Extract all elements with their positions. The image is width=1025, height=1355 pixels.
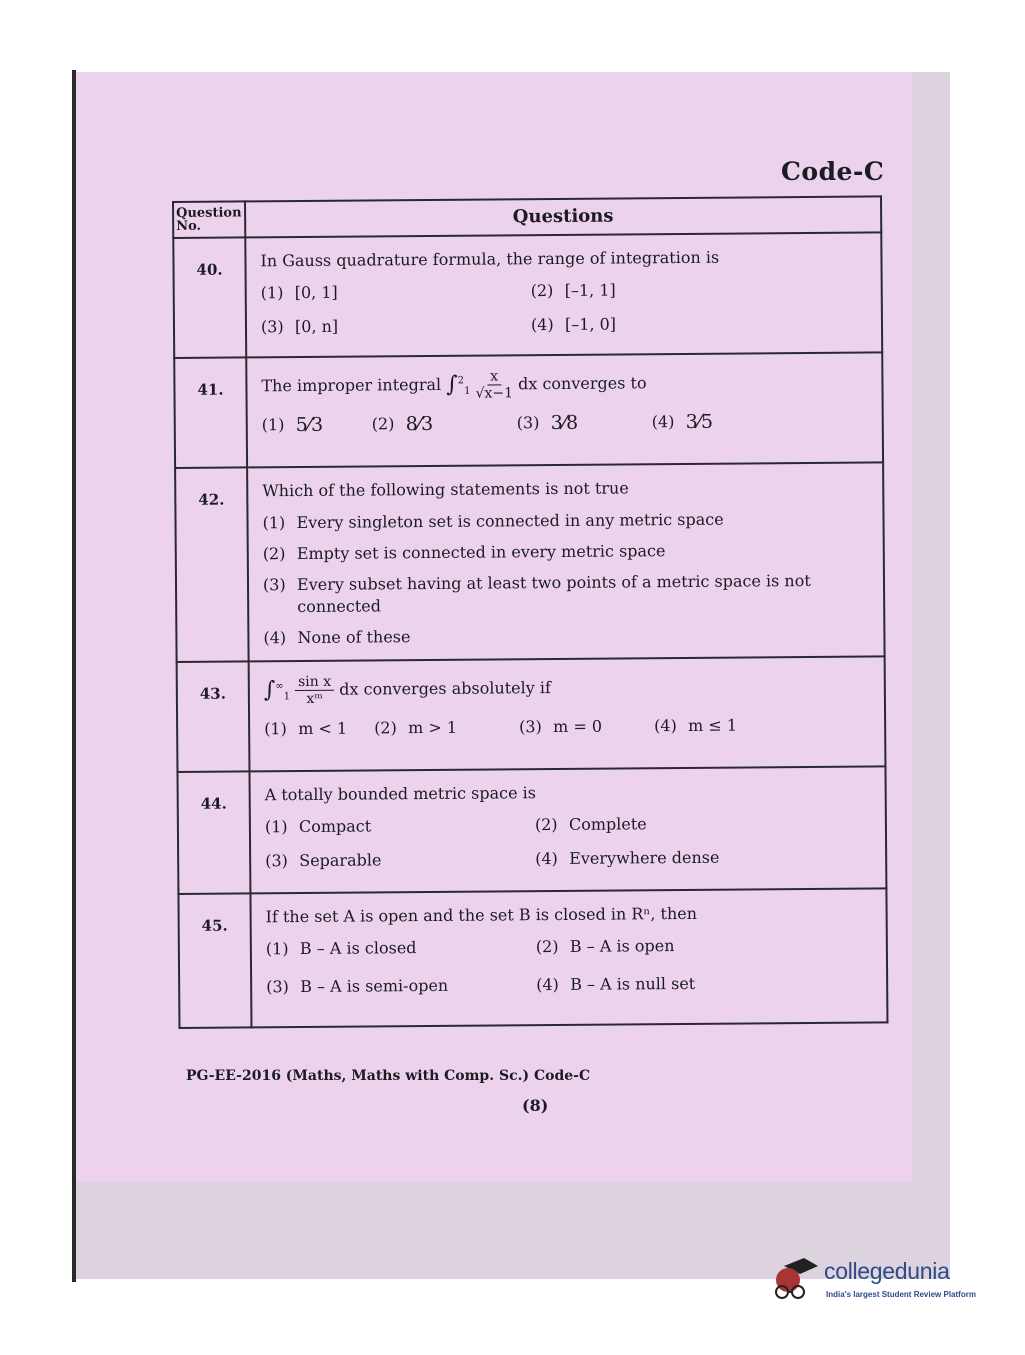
integral-sign: ∫	[446, 372, 458, 398]
option: (2) 8⁄3	[371, 413, 434, 436]
option: (1) Compact	[264, 816, 372, 837]
question-number: 43.	[177, 661, 250, 772]
logo-name: collegedunia	[824, 1258, 950, 1284]
integral-sign: ∫	[263, 677, 276, 703]
question-row	[175, 462, 885, 662]
question-body	[250, 888, 887, 1027]
question-body	[249, 766, 886, 893]
question-stem: A totally bounded metric space is	[264, 783, 537, 805]
question-number: 42.	[175, 467, 249, 662]
option: (4) B – A is null set	[536, 973, 696, 995]
mascot-icon	[770, 1256, 820, 1304]
option: (4) Everywhere dense	[535, 847, 720, 869]
integrand-fraction: $\frac{x}{√x-1}$	[475, 368, 514, 402]
option: (1) m < 1	[264, 718, 348, 739]
question-stem: If the set A is open and the set B is closed in Rⁿ, then	[265, 903, 698, 927]
integrand-fraction: $\frac{\text{sin x}}{\text{xᵐ}}$	[295, 674, 334, 707]
question-row	[177, 766, 886, 894]
question-body	[249, 656, 886, 771]
collegedunia-logo	[770, 1250, 1000, 1310]
question-number: 45.	[178, 893, 251, 1028]
question-body	[247, 462, 885, 661]
option: (1) Every singleton set is connected in any metric space	[262, 509, 724, 533]
question-row	[173, 232, 882, 358]
question-stem: In Gauss quadrature formula, the range of integration is	[260, 247, 720, 271]
column-header-questions: Questions	[245, 196, 881, 237]
question-number: 44.	[177, 771, 250, 894]
question-number: 40.	[173, 237, 246, 358]
option: (3) B – A is semi-open	[266, 975, 449, 997]
options	[261, 278, 869, 339]
question-number: 41.	[174, 357, 247, 468]
question-row	[174, 352, 883, 468]
question-row	[178, 888, 887, 1028]
option: (1) [0, 1]	[260, 282, 338, 303]
question-row	[177, 656, 886, 772]
options	[265, 812, 873, 873]
questions-table	[172, 195, 888, 1029]
option: (3) Every subset having at least two points of a metric space is not connected	[262, 570, 811, 617]
option: (3) [0, n]	[260, 316, 339, 337]
options	[266, 934, 874, 999]
option: (1) B – A is closed	[265, 938, 417, 959]
option: (3) Separable	[265, 850, 382, 871]
logo-tagline: India's largest Student Review Platform	[826, 1290, 976, 1299]
question-stem: $\int^\infty_1$ $\frac{\text{sin x}}{\text{xᵐ}}$ dx converges absolutely if	[263, 673, 551, 707]
paper-code: Code-C	[781, 157, 885, 186]
option: (4) m ≤ 1	[654, 715, 738, 736]
options	[264, 714, 872, 741]
option: (4) [–1, 0]	[530, 314, 617, 335]
column-header-number: Question No.	[173, 201, 245, 238]
question-body	[246, 352, 883, 467]
option: (2) Complete	[534, 814, 647, 835]
table-header-row	[173, 196, 881, 238]
option: (3) 3⁄8	[516, 412, 579, 435]
options	[262, 410, 870, 437]
options	[262, 508, 871, 650]
page-number: (8)	[522, 1096, 549, 1115]
option: (1) 5⁄3	[261, 414, 324, 437]
option: (2) Empty set is connected in every metric space	[262, 541, 666, 564]
paper-footer: PG-EE-2016 (Maths, Maths with Comp. Sc.) Code-C	[186, 1068, 591, 1084]
option: (2) B – A is open	[535, 936, 675, 957]
option: (4) None of these	[263, 627, 411, 648]
question-stem: The improper integral ∫$^2_1$ $\frac{x}{√x-1}$ dx converges to	[261, 368, 647, 402]
option: (3) m = 0	[519, 716, 603, 737]
question-body	[245, 232, 882, 357]
option: (2) [–1, 1]	[530, 280, 616, 301]
question-stem: Which of the following statements is not true	[262, 478, 629, 501]
option: (4) 3⁄5	[651, 410, 714, 434]
option: (2) m > 1	[374, 717, 458, 738]
